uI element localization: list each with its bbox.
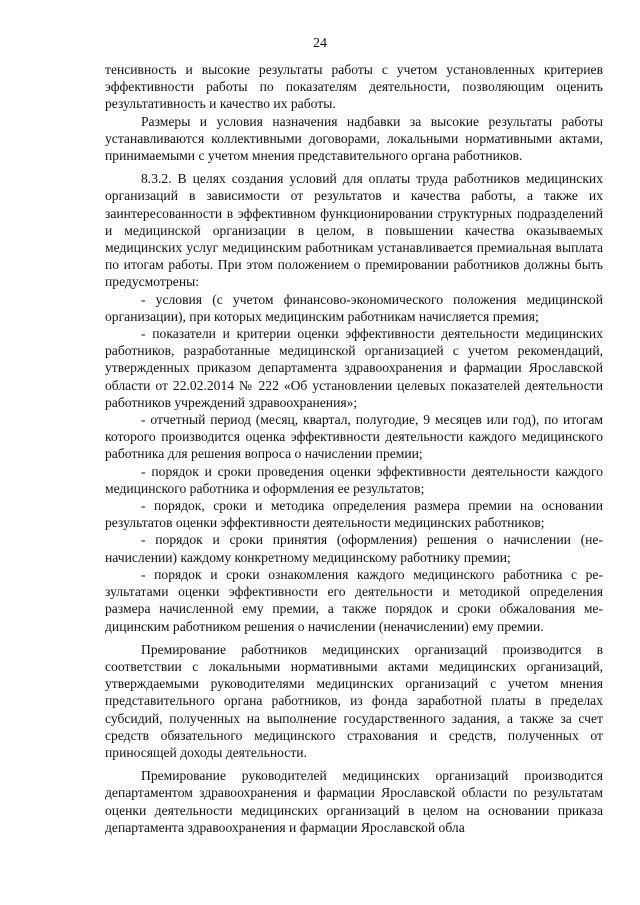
paragraph: Размеры и условия назначения надбавки за высокие результаты работы устанавливаются коллективными договорами, локальными нормативными актами, принимаемыми с учетом мнения представительного органа работников. (105, 113, 603, 164)
body-text (105, 61, 603, 836)
paragraph: 8.3.2. В целях создания условий для оплаты труда работников медицинских организаций в зависимости от результатов и качества работы, а также их заинтересованности в эффективном функционировании структурных подразделений и медицинской организации в целом, в повышении качества оказываемых медицинских услуг медицинским работникам устанавливается премиальная выплата по итогам работы. При этом положением о премировании работников должны быть предусмотрены: (105, 171, 603, 290)
list-item: - отчетный период (месяц, квартал, полугодие, 9 месяцев или год), по итогам которого производится оценка эффективности деятельности каждого медицинского работника для решения вопроса о начислении премии; (105, 412, 603, 462)
list-item: - порядок, сроки и методика определения размера премии на основании результатов оценки эффективности деятельности медицинских работников; (105, 498, 603, 531)
paragraph: Премирование руководителей медицинских организаций производится департаментом здравоохранения и фармации Ярославской области по результатам оценки деятельности медицинских организаций в целом на основании приказа департамента здравоохранения и фармации Ярославской обла (105, 768, 603, 835)
page-number: 24 (313, 36, 327, 51)
paragraph: тенсивность и высокие результаты работы с учетом установленных критериев эффективности работы по показателям деятельности, позволяющим оценить результативность и качество их работы. (105, 62, 603, 112)
paragraph: Премирование работников медицинских организаций производится в соответствии с локальными нормативными актами медицинских организаций, утверждаемыми руководителями медицинских организаций с учетом мнения представительного органа работников, из фонда заработной платы в пределах субсидий, полученных на выполнение государственного задания, а также за счет средств обязательного медицинского страхования и средств, полученных от приносящей доходы деятельности. (105, 641, 603, 760)
list-item: - показатели и критерии оценки эффективности деятельности медицинских работников, разработанные медицинской организацией с учетом рекомендаций, утвержденных приказом департамента здравоохранения и фармации Ярославской области от 22.02.2014 № 222 «Об установлении целевых показателей деятельности работников учреждений здравоохранения»; (105, 326, 603, 410)
list-item: - условия (с учетом финансово-экономического положения медицинской организации), при которых медицинским работникам начисляется премия; (105, 291, 603, 324)
list-item: - порядок и сроки проведения оценки эффективности деятельности каждого медицинского работника и оформления ее результатов; (105, 463, 603, 496)
list-item: - порядок и сроки принятия (оформления) решения о начислении (неначислении) каждому конкретному медицинскому работнику премии; (105, 532, 603, 565)
list-item: - порядок и сроки ознакомления каждого медицинского работника с результатами оценки эффективности его деятельности и методикой определения размера начисленной ему премии, а также порядок и сроки обжалования медицинским работником решения о начислении (неначислении) ему премии. (105, 566, 603, 634)
